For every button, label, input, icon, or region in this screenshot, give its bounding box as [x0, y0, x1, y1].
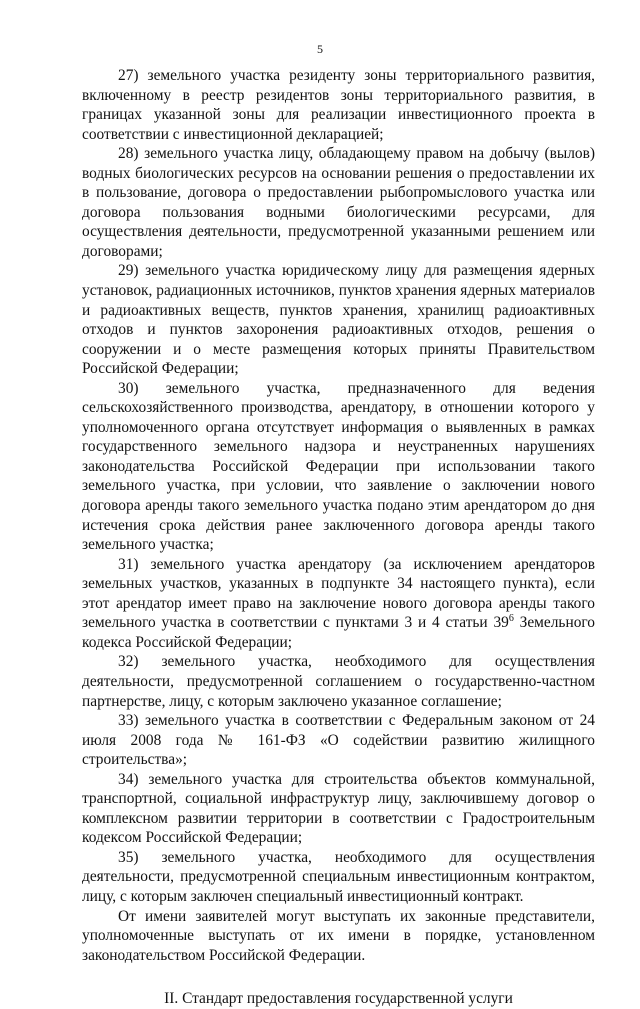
list-item-31	[82, 555, 595, 653]
article-superscript: 6	[508, 613, 514, 625]
representatives-paragraph: От имени заявителей могут выступать их законные представители, уполномоченные выступать от их имени в порядке, установленном законодательством Российской Федерации.	[82, 907, 595, 964]
page-number: 5	[317, 42, 323, 56]
list-item-31-text: 31) земельного участка арендатору (за исключением арендаторов земельных участков, указанных в подпункте 34 настоящего пункта), если этот арендатор имеет право на заключение нового договора аренды такого земельного участка в соответствии с пунктами 3 и 4 статьи 39	[82, 555, 595, 632]
list-item-29: 29) земельного участка юридическому лицу для размещения ядерных установок, радиационных источников, пунктов хранения ядерных материалов и радиоактивных веществ, пунктов хранения, хранилищ радиоактивных отходов и пунктов захоронения радиоактивных отходов, решения о сооружении и о месте размещения которых приняты Правительством Российской Федерации;	[82, 262, 595, 378]
list-item-27: 27) земельного участка резиденту зоны территориального развития, включенному в реестр резидентов зоны территориального развития, в границах указанной зоны для реализации инвестиционного проекта в соответствии с инвестиционной декларацией;	[82, 67, 595, 143]
list-item-35: 35) земельного участка, необходимого для осуществления деятельности, предусмотренной специальным инвестиционным контрактом, лицу, с которым заключен специальный инвестиционный контракт.	[82, 848, 595, 905]
document-body	[82, 66, 595, 1009]
list-item-34: 34) земельного участка для строительства объектов коммунальной, транспортной, социальной инфраструктур лицу, заключившему договор о комплексном развитии территории в соответствии с Градостроительным кодексом Российской Федерации;	[82, 770, 595, 847]
section-heading: II. Стандарт предоставления государственной услуги	[164, 990, 513, 1008]
list-item-33: 33) земельного участка в соответствии с Федеральным законом от 24 июля 2008 года № 161-ФЗ «О содействии развитию жилищного строительства»;	[82, 712, 595, 769]
list-item-31-text-end: Земельного кодекса Российской Федерации;	[82, 614, 596, 651]
list-item-28: 28) земельного участка лицу, обладающему правом на добычу (вылов) водных биологических ресурсов на основании решения о предоставлении их в пользование, договора о предоставлении рыбопромыслового участка или договора пользования водными биологическими ресурсами, для осуществления деятельности, предусмотренной указанными решением или договорами;	[82, 145, 595, 260]
list-item-30: 30) земельного участка, предназначенного для ведения сельскохозяйственного производства, арендатору, в отношении которого у уполномоченного органа отсутствует информация о выявленных в рамках государственного земельного надзора и неустраненных нарушениях законодательства Российской Федерации при использовании такого земельного участка, при условии, что заявление о заключении нового договора аренды такого земельного участка подано этим арендатором до дня истечения срока действия ранее заключенного договора аренды такого земельного участка;	[82, 379, 595, 554]
list-item-32: 32) земельного участка, необходимого для осуществления деятельности, предусмотренной соглашением о государственно-частном партнерстве, лицу, с которым заключено указанное соглашение;	[82, 653, 595, 710]
